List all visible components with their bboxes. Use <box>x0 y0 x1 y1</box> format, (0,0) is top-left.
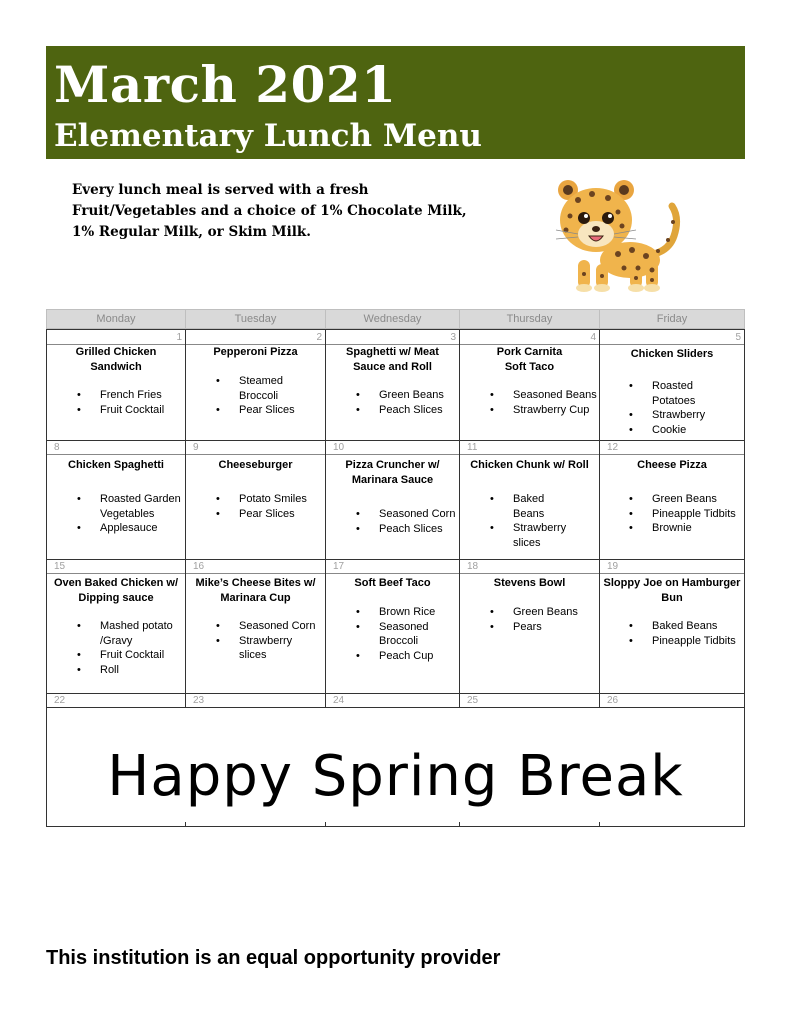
date-number: 9 <box>193 442 199 453</box>
main-dish: Pork Carnita Soft Taco <box>496 346 563 373</box>
main-dish: Chicken Chunk w/ Roll <box>470 459 589 471</box>
main-dish: Grilled Chicken Sandwich <box>75 346 157 373</box>
side-item: • Green Beans <box>356 388 456 403</box>
date-number: 15 <box>54 561 66 572</box>
day-cell <box>325 560 460 693</box>
date-number: 16 <box>193 561 205 572</box>
side-item: • Strawberry <box>629 408 709 423</box>
side-list <box>356 388 456 417</box>
main-dish: Chicken Spaghetti <box>68 459 164 471</box>
side-item: • Roasted Potatoes <box>629 379 709 408</box>
side-list <box>629 379 709 437</box>
side-list <box>216 492 324 521</box>
date-number: 8 <box>54 442 60 453</box>
day-cell <box>185 441 326 559</box>
lunch-calendar <box>46 309 745 827</box>
side-item: • Brown Rice <box>356 605 436 620</box>
date-number: 26 <box>607 695 619 706</box>
side-item: • Strawberry slices <box>490 521 570 550</box>
day-header-tuesday: Tuesday <box>185 309 326 329</box>
side-item: • Roll <box>77 663 182 678</box>
side-item: • Seasoned Beans <box>490 388 600 403</box>
main-dish: Pepperoni Pizza <box>213 346 298 358</box>
side-list <box>356 605 436 663</box>
grid-line <box>46 707 745 708</box>
day-cell <box>599 330 745 440</box>
date-number: 12 <box>607 442 619 453</box>
intro-note <box>72 180 492 243</box>
spring-break-message: Happy Spring Break <box>107 744 684 809</box>
day-cell <box>599 560 745 693</box>
side-item: • Applesauce <box>77 521 185 536</box>
side-item: • Seasoned Broccoli <box>356 620 436 649</box>
side-item: • Steamed Broccoli <box>216 374 296 403</box>
date-number: 19 <box>607 561 619 572</box>
day-cell <box>599 441 745 559</box>
side-item: • Brownie <box>629 521 744 536</box>
day-cell <box>185 330 326 440</box>
day-cell <box>46 330 186 440</box>
side-item: • French Fries <box>77 388 182 403</box>
side-item: • Peach Slices <box>356 403 456 418</box>
side-item: • Pear Slices <box>216 507 324 522</box>
side-item: • Baked Beans <box>490 492 570 521</box>
date-number: 24 <box>333 695 345 706</box>
day-header-monday: Monday <box>46 309 186 329</box>
day-cell <box>459 330 600 440</box>
intro-line: Fruit/Vegetables and a choice of 1% Chocolate Milk, <box>72 203 467 219</box>
main-dish: Mike’s Cheese Bites w/ Marinara Cup <box>195 577 316 604</box>
menu-month-title: March 2021 <box>54 55 397 114</box>
main-dish: Chicken Sliders <box>630 348 714 360</box>
side-list <box>490 388 600 417</box>
side-item: • Green Beans <box>629 492 744 507</box>
side-item: • Pears <box>490 620 590 635</box>
side-item: • Potato Smiles <box>216 492 324 507</box>
side-item: • Strawberry Cup <box>490 403 600 418</box>
equal-opportunity-statement: This institution is an equal opportunity provider <box>46 947 501 969</box>
intro-line: 1% Regular Milk, or Skim Milk. <box>72 224 311 240</box>
intro-line: Every lunch meal is served with a fresh <box>72 182 369 198</box>
side-item: • Fruit Cocktail <box>77 648 182 663</box>
day-header-thursday: Thursday <box>459 309 600 329</box>
date-number: 10 <box>333 442 345 453</box>
side-item: • Seasoned Corn <box>356 507 460 522</box>
day-cell <box>325 330 460 440</box>
side-list <box>356 507 460 536</box>
side-item: • Roasted Garden Vegetables <box>77 492 185 521</box>
date-number: 5 <box>735 332 741 343</box>
side-item: • Mashed potato /Gravy <box>77 619 182 648</box>
side-item: • Fruit Cocktail <box>77 403 182 418</box>
side-item: • Cookie <box>629 423 709 438</box>
day-cell <box>325 441 460 559</box>
main-dish: Stevens Bowl <box>493 577 566 589</box>
menu-subtitle: Elementary Lunch Menu <box>54 118 482 154</box>
day-cell <box>459 560 600 693</box>
side-item: • Peach Slices <box>356 522 460 537</box>
main-dish: Sloppy Joe on Hamburger Bun <box>603 577 741 604</box>
grid-line <box>46 693 745 694</box>
main-dish: Soft Beef Taco <box>354 577 431 589</box>
main-dish: Cheese Pizza <box>637 459 707 471</box>
main-dish: Pizza Cruncher w/ Marinara Sauce <box>345 459 440 486</box>
date-number: 3 <box>450 332 456 343</box>
side-list <box>490 492 570 550</box>
side-item: • Peach Cup <box>356 649 436 664</box>
day-header-wednesday: Wednesday <box>325 309 460 329</box>
side-item: • Seasoned Corn <box>216 619 321 634</box>
side-list <box>77 492 185 536</box>
day-cell <box>185 560 326 693</box>
date-number: 1 <box>176 332 182 343</box>
header-banner <box>46 46 745 159</box>
day-cell <box>46 560 186 693</box>
side-item: • Baked Beans <box>629 619 744 634</box>
day-cell <box>459 441 600 559</box>
day-cell <box>46 441 186 559</box>
side-list <box>490 605 590 634</box>
date-number: 17 <box>333 561 345 572</box>
side-list <box>629 619 744 648</box>
side-item: • Pear Slices <box>216 403 296 418</box>
date-number: 11 <box>467 442 478 453</box>
main-dish: Cheeseburger <box>218 459 293 471</box>
side-list <box>77 388 182 417</box>
date-number: 4 <box>590 332 596 343</box>
side-list <box>216 619 321 663</box>
main-dish: Oven Baked Chicken w/ Dipping sauce <box>53 577 179 604</box>
side-item: • Green Beans <box>490 605 590 620</box>
date-number: 25 <box>467 695 479 706</box>
side-list <box>216 374 296 418</box>
side-item: • Pineapple Tidbits <box>629 634 744 649</box>
date-number: 2 <box>316 332 322 343</box>
side-list <box>629 492 744 536</box>
main-dish: Spaghetti w/ Meat Sauce and Roll <box>346 346 439 373</box>
side-item: • Strawberry slices <box>216 634 321 663</box>
date-number: 23 <box>193 695 205 706</box>
date-number: 22 <box>54 695 66 706</box>
day-header-friday: Friday <box>599 309 745 329</box>
date-number: 18 <box>467 561 479 572</box>
side-list <box>77 619 182 677</box>
side-item: • Pineapple Tidbits <box>629 507 744 522</box>
leopard-cub-icon <box>548 176 688 294</box>
